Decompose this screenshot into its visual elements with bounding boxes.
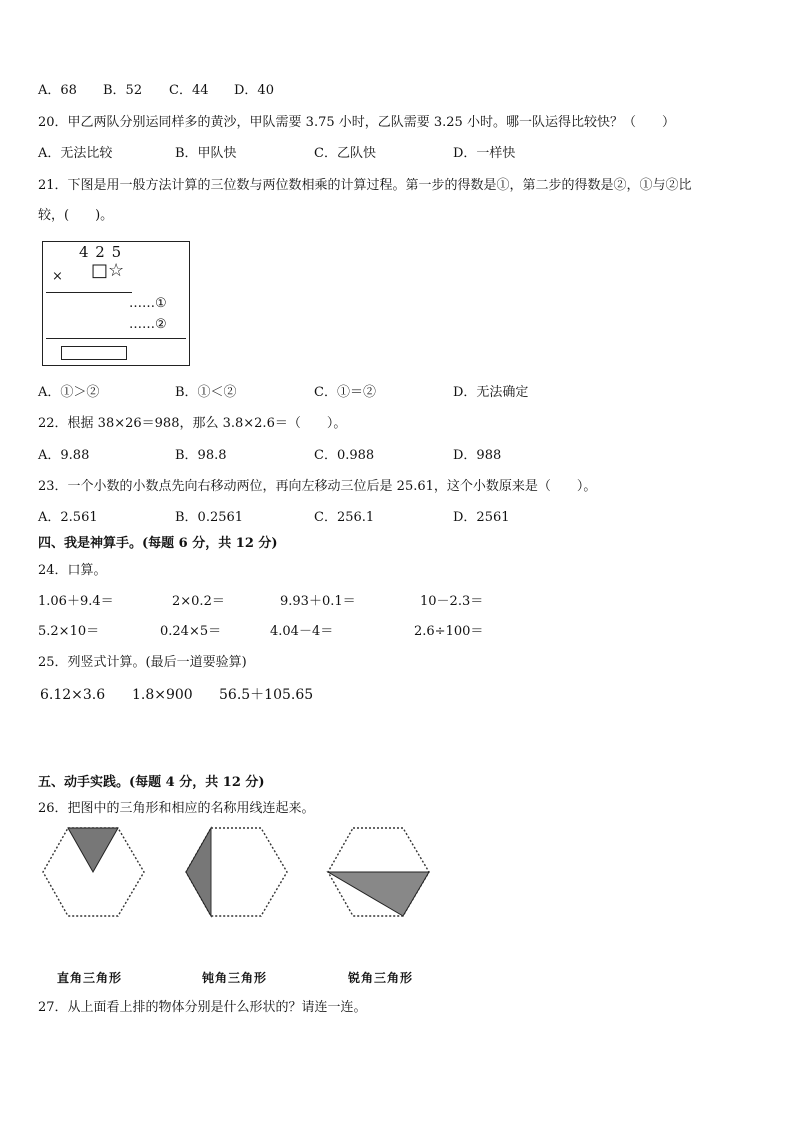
q21-times-sign: ×: [52, 269, 63, 284]
q23-option-a: A．2.561: [38, 510, 98, 525]
q26-label-obtuse-triangle: 钝角三角形: [202, 971, 268, 985]
q25-item: 6.12×3.6: [40, 687, 106, 703]
q19-option-c: C．44: [169, 83, 209, 98]
q21-box-star-digits: □☆: [91, 260, 125, 281]
q23-question: 23．一个小数的小数点先向右移动两位，再向左移动三位后是 25.61，这个小数原来是（ ）。: [38, 479, 597, 494]
q22-option-b: B．98.8: [175, 448, 227, 463]
q23-option-b: B．0.2561: [175, 510, 244, 525]
q20-option-a: A．无法比较: [38, 146, 113, 161]
q26-label-acute-triangle: 锐角三角形: [348, 971, 414, 985]
q22-option-a: A．9.88: [38, 448, 90, 463]
q21-question-line1: 21．下图是用一般方法计算的三位数与两位数相乘的计算过程。第一步的得数是①，第二步的得数是②，①与②比: [38, 178, 692, 193]
q21-product-line-top: [46, 292, 132, 293]
q24-item: 1.06＋9.4＝: [38, 594, 114, 609]
q22-option-c: C．0.988: [314, 448, 375, 463]
q21-option-a: A．①＞②: [38, 385, 100, 400]
q21-step1-label: ……①: [129, 296, 167, 311]
q26-hexagon-3: [325, 826, 435, 918]
q21-question-line2: 较，( )。: [38, 208, 114, 223]
q26-triangle-2: [186, 828, 211, 916]
q24-item: 10－2.3＝: [420, 594, 484, 609]
q19-option-a: A．68: [38, 83, 77, 98]
q24-item: 2×0.2＝: [172, 594, 225, 609]
q26-label-right-triangle: 直角三角形: [57, 971, 123, 985]
q20-option-c: C．乙队快: [314, 146, 376, 161]
section5-title: 五、动手实践。(每题 4 分，共 12 分): [38, 775, 265, 790]
q26-triangle-1: [68, 828, 118, 872]
q22-question: 22．根据 38×26＝988，那么 3.8×2.6＝（ ）。: [38, 416, 347, 431]
q19-option-b: B．52: [103, 83, 143, 98]
q21-step2-label: ……②: [129, 317, 167, 332]
q24-item: 2.6÷100＝: [414, 624, 484, 639]
q26-triangle-3: [328, 872, 429, 916]
q21-multiplicand: 4 2 5: [79, 243, 123, 261]
q25-item: 56.5＋105.65: [219, 687, 314, 703]
q24-item: 0.24×5＝: [160, 624, 222, 639]
q24-item: 9.93＋0.1＝: [280, 594, 356, 609]
section4-title: 四、我是神算手。(每题 6 分，共 12 分): [38, 536, 278, 551]
q21-result-box: [61, 346, 127, 360]
q23-option-c: C．256.1: [314, 510, 375, 525]
q21-option-b: B．①＜②: [175, 385, 237, 400]
q27-question: 27．从上面看上排的物体分别是什么形状的？请连一连。: [38, 1000, 367, 1015]
q25-question: 25．列竖式计算。(最后一道要验算): [38, 655, 247, 670]
q23-option-d: D．2561: [453, 510, 510, 525]
q25-item: 1.8×900: [132, 687, 193, 703]
q26-hexagon-2: [183, 826, 293, 918]
q21-option-d: D．无法确定: [453, 385, 529, 400]
q26-hexagon-1: [40, 826, 150, 918]
q26-question: 26．把图中的三角形和相应的名称用线连起来。: [38, 801, 315, 816]
q24-question: 24．口算。: [38, 563, 107, 578]
q21-product-line-bottom: [46, 338, 186, 339]
q19-option-d: D．40: [234, 83, 274, 98]
q24-item: 4.04－4＝: [270, 624, 334, 639]
q24-item: 5.2×10＝: [38, 624, 100, 639]
q20-question: 20．甲乙两队分别运同样多的黄沙，甲队需要 3.75 小时，乙队需要 3.25 小时。哪一队运得比较快？（ ）: [38, 115, 675, 130]
q21-multiplication-figure: [42, 241, 190, 366]
q20-option-d: D．一样快: [453, 146, 516, 161]
q21-option-c: C．①＝②: [314, 385, 376, 400]
q22-option-d: D．988: [453, 448, 502, 463]
q20-option-b: B．甲队快: [175, 146, 237, 161]
